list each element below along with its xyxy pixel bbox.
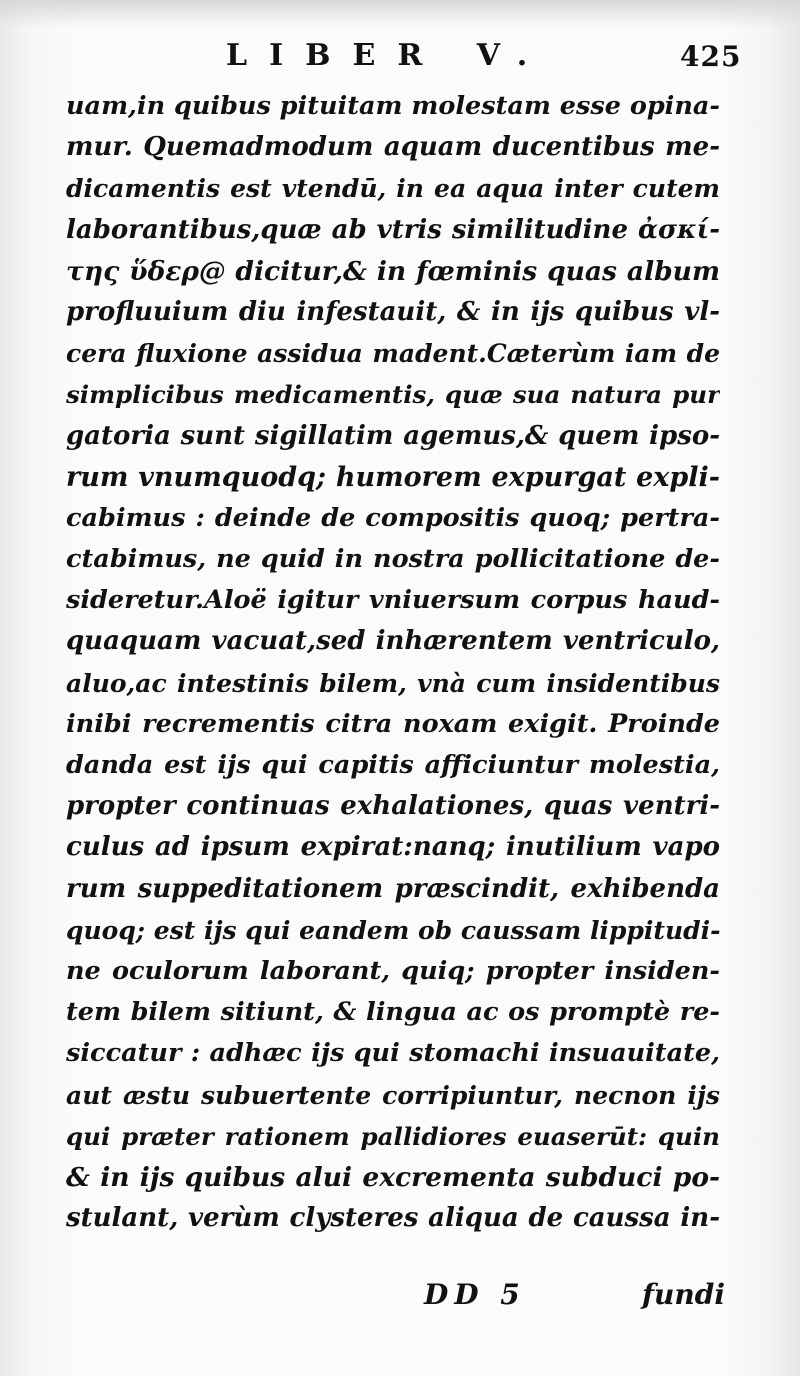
text-line: rum suppeditationem præscindit, exhibenda <box>66 873 720 904</box>
body-text <box>66 86 720 1239</box>
signature-mark: DD 5 <box>424 1278 526 1311</box>
text-line: inibi recrementis citra noxam exigit. Proinde <box>66 708 720 739</box>
text-line: cabimus : deinde de compositis quoq; pertra- <box>66 502 720 533</box>
page-footer <box>0 1272 800 1320</box>
catchword: fundi <box>642 1278 725 1311</box>
text-line: & in ijs quibus alui excrementa subduci po- <box>66 1161 720 1193</box>
running-head: LIBER V. <box>226 38 550 73</box>
text-line: propter continuas exhalationes, quas ventri- <box>66 791 720 822</box>
page-header <box>0 30 800 80</box>
text-line: gatoria sunt sigillatim agemus,& quem ipso- <box>66 420 720 451</box>
text-line: ne oculorum laborant, quiq; propter insiden- <box>66 955 720 986</box>
page-number: 425 <box>680 40 742 73</box>
text-line: simplicibus medicamentis, quæ sua natura pur <box>66 380 720 410</box>
text-line: mur. Quemadmodum aquam ducentibus me- <box>66 132 720 163</box>
text-line: sideretur.Aloë igitur vniuersum corpus haud- <box>66 585 720 616</box>
text-line: uam,in quibus pituitam molestam esse opina- <box>66 91 720 121</box>
text-line: cera fluxione assidua madent.Cæterùm iam de <box>66 339 720 369</box>
text-line: stulant, verùm clysteres aliqua de caussa in- <box>66 1203 720 1234</box>
text-line: ctabimus, ne quid in nostra pollicitatione de- <box>66 544 720 575</box>
text-line: της ὕδερ@ dicitur,& in fœminis quas album <box>66 255 720 287</box>
text-line: profluuium diu infestauit, & in ijs quibus vl- <box>66 296 720 327</box>
text-line: aluo,ac intestinis bilem, vnà cum insidentibus <box>66 668 720 698</box>
text-line: quaquam vacuat,sed inhærentem ventriculo, <box>66 626 720 657</box>
text-line: laborantibus,quæ ab vtris similitudine ἀσκί- <box>66 214 720 245</box>
text-line: rum vnumquodq; humorem expurgat expli- <box>66 461 720 493</box>
text-line: danda est ijs qui capitis afficiuntur molestia, <box>66 750 720 780</box>
text-line: qui præter rationem pallidiores euaserūt: quin <box>66 1121 720 1151</box>
text-line: dicamentis est vtendū, in ea aqua inter cutem <box>66 174 720 204</box>
text-line: tem bilem sitiunt, & lingua ac os promptè re- <box>66 997 720 1028</box>
text-line: culus ad ipsum expirat:nanq; inutilium vapo <box>66 832 720 863</box>
text-line: quoq; est ijs qui eandem ob caussam lippitudi- <box>66 915 720 945</box>
text-line: siccatur : adhæc ijs qui stomachi insuauitate, <box>66 1038 720 1069</box>
text-line: aut æstu subuertente corripiuntur, necnon ijs <box>66 1080 720 1110</box>
